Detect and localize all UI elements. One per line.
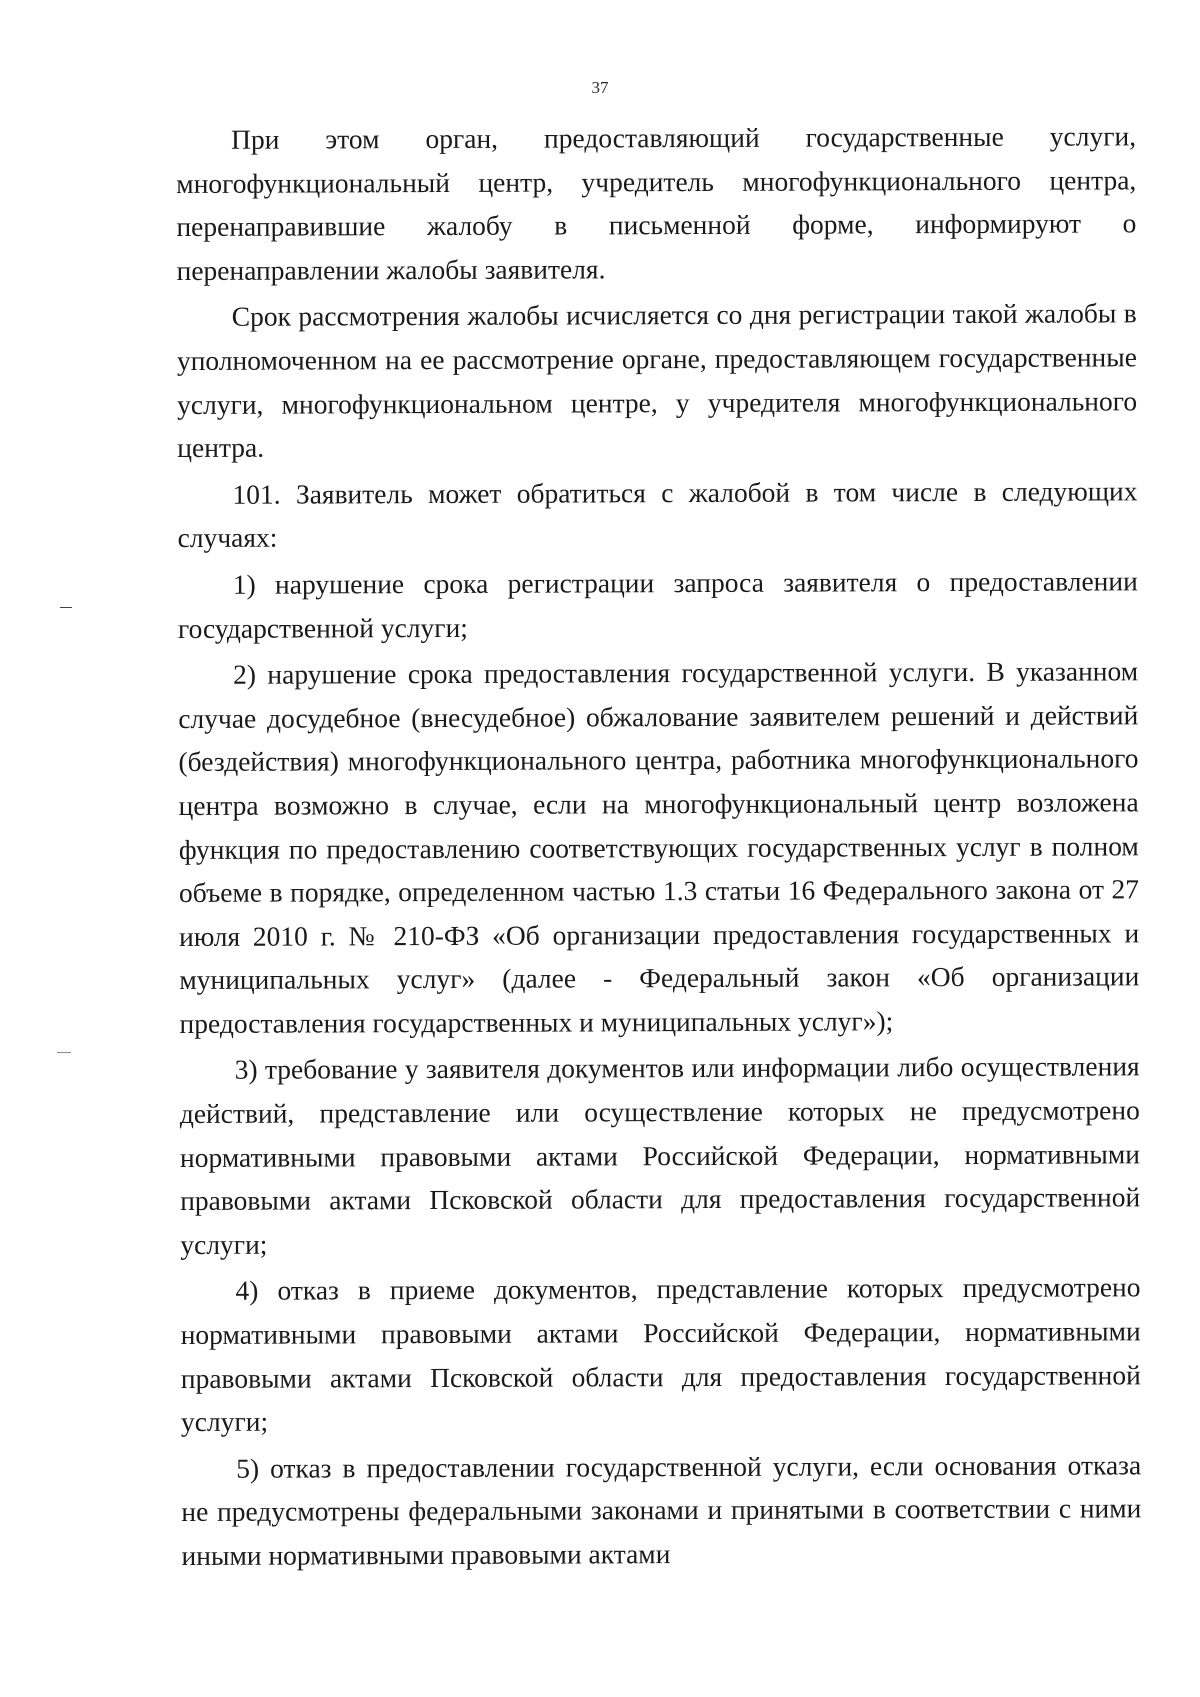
list-item: 5) отказ в предоставлении государственной услуги, если основания отказа не предусмотрены федеральными законами и принятыми в соответствии с ними иными нормативными правовыми актами xyxy=(181,1449,1142,1571)
page-number: 37 xyxy=(591,78,609,97)
list-item: 4) отказ в приеме документов, представление которых предусмотрено нормативными правовыми актами Российской Федерации, нормативными правовыми актами Псковской области для предоставления государственной услуги; xyxy=(180,1271,1141,1438)
list-item: 1) нарушение срока регистрации запроса заявителя о предоставлении государственной услуги; xyxy=(177,565,1138,644)
list-item: 3) требование у заявителя документов или информации либо осуществления действий, представление или осуществление которых не предусмотрено нормативными правовыми актами Российской Федерации, нормативными правовыми актами Псковской области для предоставления государственной услуги; xyxy=(179,1050,1141,1260)
list-item: 2) нарушение срока предоставления государственной услуги. В указанном случае досудебное (внесудебное) обжалование заявителем решений и действий (бездействия) многофункционального центра, работника многофункционального центра возможно в случае, если на многофункциональный центр возложена функция по предоставлению соответствующих государственных услуг в полном объеме в порядке, определенном частью 1.3 статьи 16 Федерального закона от 27 июля 2010 г. № 210-ФЗ «Об организации предоставления государственных и муниципальных услуг» (далее - Федеральный закон «Об организации предоставления государственных и муниципальных услуг»); xyxy=(178,655,1140,1039)
margin-mark xyxy=(60,607,72,608)
document-body xyxy=(176,114,1142,1580)
margin-mark xyxy=(57,1052,71,1053)
paragraph: 101. Заявитель может обратиться с жалобой в том числе в следующих случаях: xyxy=(177,475,1138,554)
paragraph: Срок рассмотрения жалобы исчисляется со дня регистрации такой жалобы в уполномоченном на ее рассмотрение органе, предоставляющем государственные услуги, многофункциональном центре, у учредителя многофункционального центра. xyxy=(176,297,1138,464)
paragraph: При этом орган, предоставляющий государственные услуги, многофункциональный центр, учредитель многофункционального центра, перенаправившие жалобу в письменной форме, информируют о перенаправлении жалобы заявителя. xyxy=(176,120,1137,286)
